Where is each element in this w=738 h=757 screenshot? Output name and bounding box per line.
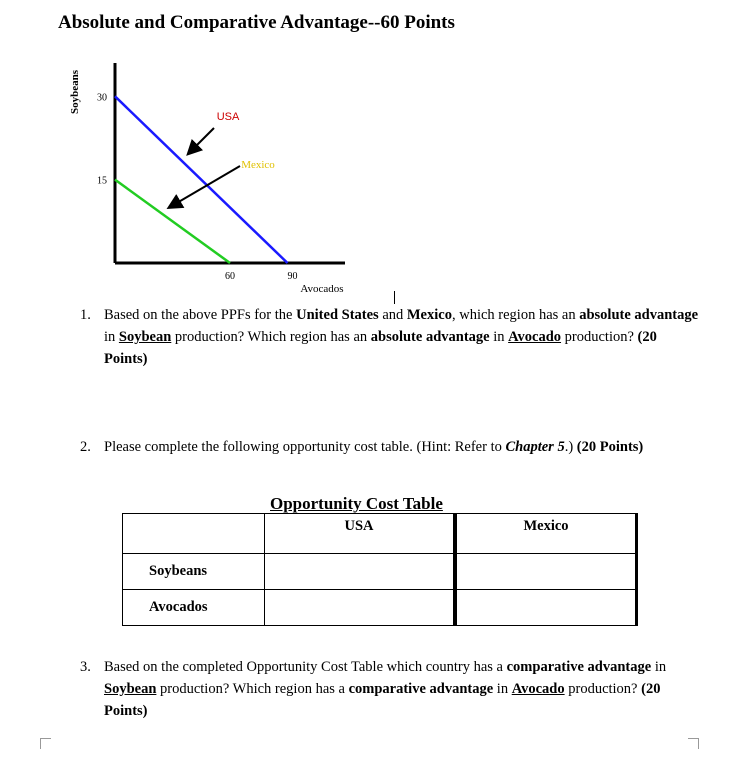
- opportunity-cost-table: [122, 513, 638, 626]
- x-tick-label-90: 90: [287, 271, 298, 282]
- cell-avocados-usa[interactable]: [265, 590, 456, 626]
- question-3-text: Based on the completed Opportunity Cost Table which country has a comparative advantage in Soybean production? Which region has a comparative advantage in Avocado production? (20 Points): [104, 659, 667, 719]
- table-title: Opportunity Cost Table: [270, 494, 443, 513]
- y-tick-label-15: 15: [97, 175, 107, 187]
- page-corner-mark-right: [688, 738, 699, 749]
- series-line-usa: [115, 96, 288, 263]
- question-1: [80, 304, 700, 370]
- y-tick-label-30: 30: [97, 92, 107, 104]
- question-1-number: 1.: [80, 307, 91, 323]
- text-cursor: [394, 291, 395, 304]
- cell-soybeans-usa[interactable]: [265, 554, 456, 590]
- header-cell-empty: [123, 514, 265, 554]
- arrow-mexico: [170, 166, 240, 207]
- x-tick-label-60: 60: [225, 271, 235, 282]
- page-corner-mark-left: [40, 738, 51, 749]
- question-2-number: 2.: [80, 439, 91, 455]
- question-2: [80, 436, 700, 458]
- table-row-soybeans: [123, 554, 637, 590]
- cell-soybeans-mexico[interactable]: [455, 554, 637, 590]
- annotation-usa: USA: [216, 111, 240, 123]
- table-row-avocados: [123, 590, 637, 626]
- annotation-mexico: Mexico: [241, 159, 275, 171]
- cell-avocados-mexico[interactable]: [455, 590, 637, 626]
- question-3: [80, 656, 700, 722]
- x-axis-label: Avocados: [300, 283, 344, 295]
- row-label-avocados: Avocados: [123, 590, 265, 626]
- y-axis-label: Soybeans: [69, 69, 81, 115]
- question-2-text: Please complete the following opportunity cost table. (Hint: Refer to Chapter 5.) (20 Points): [104, 439, 644, 455]
- table-header-row: [123, 514, 637, 554]
- header-cell-usa: USA: [265, 514, 456, 554]
- header-cell-mexico: Mexico: [455, 514, 637, 554]
- question-3-number: 3.: [80, 659, 91, 675]
- page-title: Absolute and Comparative Advantage--60 Points: [58, 12, 455, 33]
- ppf-chart: [0, 0, 400, 300]
- question-1-text: Based on the above PPFs for the United States and Mexico, which region has an absolute advantage in Soybean production? Which region has an absolute advantage in Avocado production? (20 Points): [104, 307, 699, 367]
- arrow-usa: [189, 128, 214, 153]
- row-label-soybeans: Soybeans: [123, 554, 265, 590]
